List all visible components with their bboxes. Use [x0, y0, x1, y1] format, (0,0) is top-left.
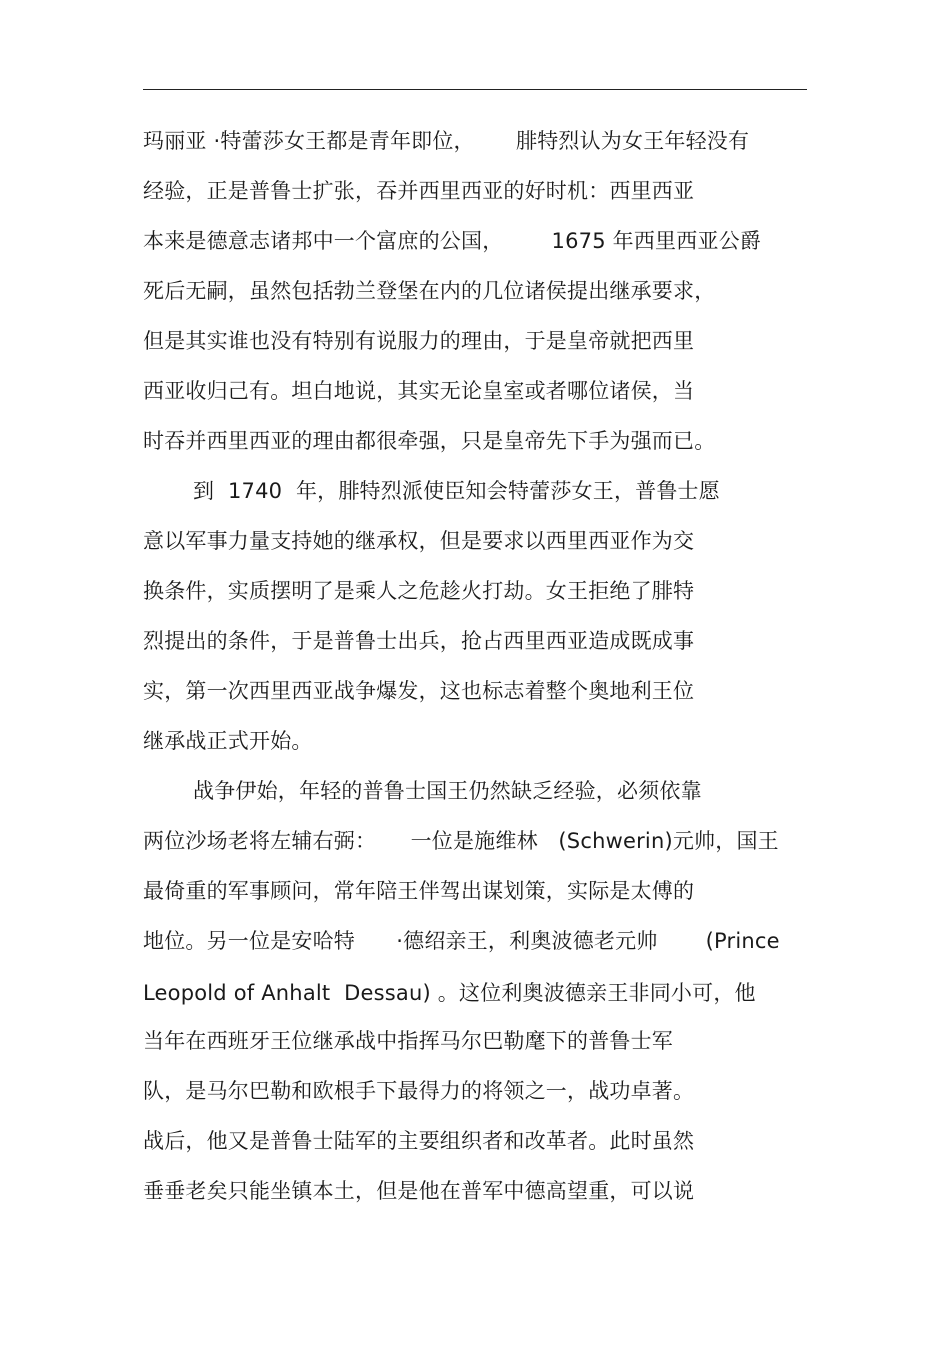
- text-line: 战后，他又是普鲁士陆军的主要组织者和改革者。此时虽然: [143, 1129, 695, 1153]
- text-line: 时吞并西里西亚的理由都很牵强，只是皇帝先下手为强而已。: [143, 429, 716, 453]
- text-line: 实，第一次西里西亚战争爆发，这也标志着整个奥地利王位: [143, 679, 695, 703]
- text-line: 玛丽亚 ·特蕾莎女王都是青年即位， 腓特烈认为女王年轻没有: [143, 129, 750, 153]
- text-line: 最倚重的军事顾问，常年陪王伴驾出谋划策，实际是太傅的: [143, 879, 695, 903]
- text-line: 意以军事力量支持她的继承权，但是要求以西里西亚作为交: [143, 529, 695, 553]
- paragraph-first-line: 到 1740 年，腓特烈派使臣知会特蕾莎女王，普鲁士愿: [193, 479, 720, 503]
- text-line: 队，是马尔巴勒和欧根手下最得力的将领之一，战功卓著。: [143, 1079, 695, 1103]
- header-rule: [143, 89, 807, 90]
- text-line: Leopold of Anhalt Dessau) 。这位利奥波德亲王非同小可，他: [143, 981, 756, 1005]
- text-line: 死后无嗣，虽然包括勃兰登堡在内的几位诸侯提出继承要求，: [143, 279, 716, 303]
- text-line: 继承战正式开始。: [143, 729, 313, 753]
- text-line: 烈提出的条件，于是普鲁士出兵，抢占西里西亚造成既成事: [143, 629, 695, 653]
- text-line: 当年在西班牙王位继承战中指挥马尔巴勒麾下的普鲁士军: [143, 1029, 673, 1053]
- text-line: 西亚收归己有。坦白地说，其实无论皇室或者哪位诸侯，当: [143, 379, 695, 403]
- text-line: 垂垂老矣只能坐镇本土，但是他在普军中德高望重，可以说: [143, 1179, 695, 1203]
- text-line: 地位。另一位是安哈特 ·德绍亲王，利奥波德老元帅 (Prince: [143, 929, 780, 953]
- text-line: 但是其实谁也没有特别有说服力的理由，于是皇帝就把西里: [143, 329, 695, 353]
- text-line: 本来是德意志诸邦中一个富庶的公国， 1675 年西里西亚公爵: [143, 229, 762, 253]
- text-line: 两位沙场老将左辅右弼： 一位是施维林 (Schwerin)元帅，国王: [143, 829, 779, 853]
- text-line: 换条件，实质摆明了是乘人之危趁火打劫。女王拒绝了腓特: [143, 579, 695, 603]
- paragraph-first-line: 战争伊始，年轻的普鲁士国王仍然缺乏经验，必须依靠: [193, 779, 702, 803]
- text-line: 经验，正是普鲁士扩张，吞并西里西亚的好时机：西里西亚: [143, 179, 695, 203]
